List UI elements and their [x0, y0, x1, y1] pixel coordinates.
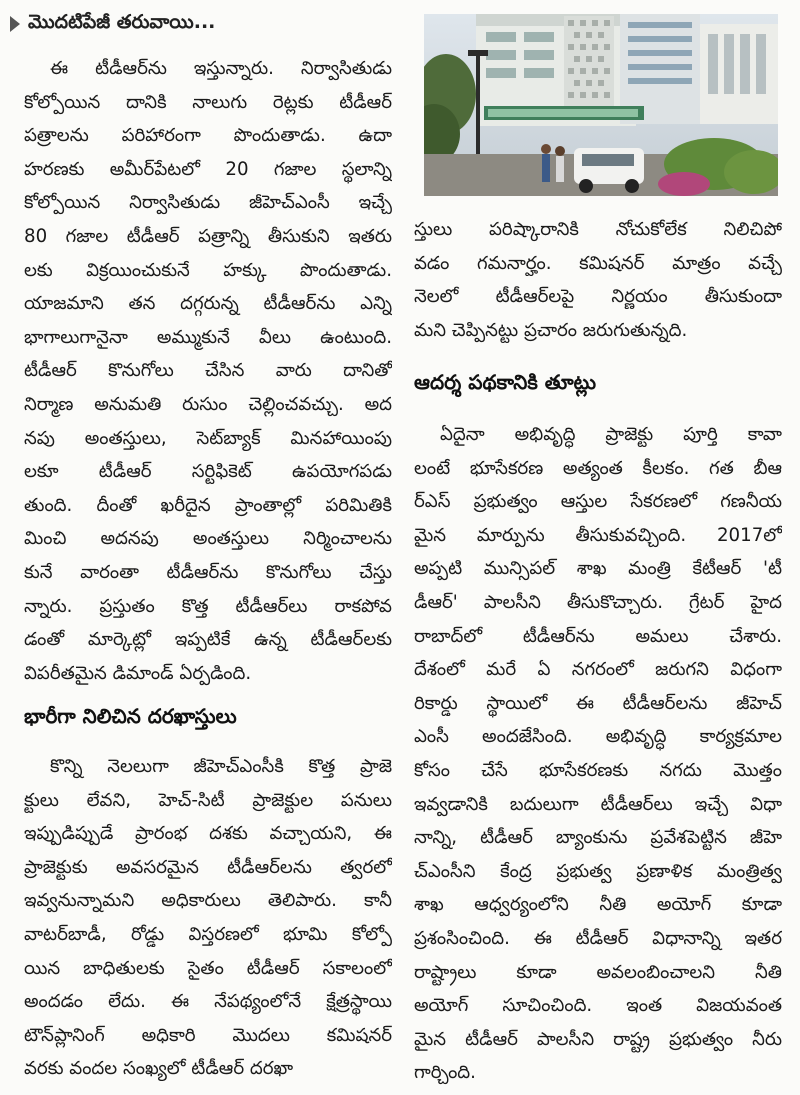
text-line: మైన మార్పును తీసుకువచ్చింది. 2017లో — [414, 524, 782, 546]
text-line: కోల్పోయిన దానికి నాలుగు రెట్లకు టీడీఆర్ — [24, 91, 392, 113]
continued-label: మొదటిపేజీ తరువాయి... — [28, 10, 216, 33]
text-line: క్టులు లేవని, హెచ్-సిటీ ప్రాజెక్టుల పనులు — [24, 789, 392, 811]
text-line: విపరీతమైన డిమాండ్ ఏర్పడింది. — [24, 662, 252, 684]
subheading-pending-applications: భారీగా నిలిచిన దరఖాస్తులు — [24, 704, 237, 728]
text-line: కోల్పోయిన నిర్వాసితుడు జీహెచ్‌ఎంసీ ఇచ్చే — [24, 192, 392, 214]
text-line: దేశంలో మరే ఏ నగరంలో జరుగని విధంగా — [414, 659, 782, 681]
text-line: నిర్మాణ అనుమతి రుసుం చెల్లించవచ్చు. అద — [24, 393, 392, 415]
text-line: హరణకు అమీర్‌పేటలో 20 గజాల స్థలాన్ని — [24, 158, 392, 180]
left-paragraph-2 — [24, 750, 392, 1086]
text-line: మించి అదనపు అంతస్తులు నిర్మించాలను — [24, 528, 392, 550]
text-line: నాన్ని, టీడీఆర్ బ్యాంకును ప్రవేశపెట్టిన జీహె — [414, 827, 782, 849]
text-line: తుంది. దీంతో ఖరీదైన ప్రాంతాల్లో పరిమితికి — [24, 494, 392, 516]
text-line: వాటర్‌బాడీ, రోడ్డు విస్తరణలో భూమి కోల్పో — [24, 923, 392, 945]
text-line: యిన బాధితులకు సైతం టీడీఆర్ సకాలంలో — [24, 957, 392, 979]
text-line: లంటే భూసేకరణ అత్యంత కీలకం. గత బీఆ — [414, 457, 782, 479]
right-paragraph-2 — [414, 418, 782, 1090]
text-line: యాజమాని తన దగ్గరున్న టీడీఆర్‌ను ఎన్ని — [24, 293, 392, 315]
text-line: నపు అంతస్తులు, సెట్‌బ్యాక్ మినహాయింపు — [24, 427, 392, 449]
text-line: అప్పటి మున్సిపల్ శాఖ మంత్రి కేటీఆర్ 'టీ — [414, 558, 782, 580]
text-line: టీడీఆర్ కొనుగోలు చేసిన వారు దానితో — [24, 360, 392, 382]
text-line: మని చెప్పినట్టు ప్రచారం జరుగుతున్నది. — [414, 319, 688, 341]
text-line: వడం గమనార్హం. కమిషనర్ మాత్రం వచ్చే — [414, 252, 782, 274]
text-line: ఏదైనా అభివృద్ధి ప్రాజెక్టు పూర్తి కావా — [440, 424, 782, 445]
ghmc-building-photo — [424, 14, 778, 196]
text-line: అందడం లేదు. ఈ నేపథ్యంలోనే క్షేత్రస్థాయి — [24, 991, 392, 1013]
text-line: ఇవ్వడానికి బదులుగా టీడీఆర్‌లు ఇచ్చే విధా — [414, 793, 782, 815]
right-paragraph-1 — [414, 213, 782, 347]
text-line: శాఖ ఆధ్వర్యంలోని నీతి అయోగ్ కూడా — [414, 894, 782, 916]
text-line: పత్రాలను పరిహారంగా పొందుతాడు. ఉదా — [24, 125, 392, 147]
text-line: రాష్ట్రాలు కూడా అవలంబించాలని నీతి — [414, 961, 782, 983]
text-line: ఈ టీడీఆర్‌ను ఇస్తున్నారు. నిర్వాసితుడు — [50, 58, 392, 79]
text-line: గార్చింది. — [414, 1062, 476, 1084]
continued-from-front-page — [10, 8, 215, 40]
text-line: లకు విక్రయించుకునే హక్కు పొందుతాడు. — [24, 259, 392, 281]
text-line: డంతో మార్కెట్లో ఇప్పటికే ఉన్న టీడీఆర్‌లకు — [24, 629, 392, 651]
text-line: ఇప్పుడిప్పుడే ప్రారంభ దశకు వచ్చాయని, ఈ — [24, 823, 392, 845]
text-line: మైన టీడీఆర్ పాలసీని రాష్ట్ర ప్రభుత్వం నీరు — [414, 1028, 782, 1050]
arrow-right-icon — [10, 16, 20, 32]
text-line: 80 గజాల టీడీఆర్ పత్రాన్ని తీసుకుని ఇతరు — [24, 225, 392, 247]
text-line: రాబాద్‌లో టీడీఆర్‌ను అమలు చేశారు. — [414, 625, 782, 647]
text-line: రికార్డు స్థాయిలో ఈ టీడీఆర్‌లను జీహెచ్ — [414, 692, 782, 714]
text-line: స్తులు పరిష్కారానికి నోచుకోలేక నిలిచిపో — [414, 219, 782, 240]
text-line: కోసం చేసే భూసేకరణకు నగదు మొత్తం — [414, 759, 782, 781]
text-line: నెలలో టీడీఆర్‌లపై నిర్ణయం తీసుకుందా — [414, 286, 782, 308]
subheading-ideal-scheme: ఆదర్శ పథకానికి తూట్లు — [414, 370, 597, 394]
text-line: ర్‌ఎస్ ప్రభుత్వం ఆస్తుల సేకరణలో గణనీయ — [414, 491, 782, 513]
text-line: అయోగ్ సూచించింది. ఇంత విజయవంత — [414, 995, 782, 1017]
text-line: ఇవ్వనున్నామని అధికారులు తెలిపారు. కానీ — [24, 890, 392, 912]
text-line: చ్‌ఎంసీని కేంద్ర ప్రభుత్వ ప్రణాళిక మంత్రిత్వ — [414, 860, 782, 882]
left-paragraph-1 — [24, 52, 392, 690]
text-line: లకూ టీడీఆర్ సర్టిఫికెట్ ఉపయోగపడు — [24, 461, 392, 483]
text-line: భాగాలుగానైనా అమ్ముకునే వీలు ఉంటుంది. — [24, 326, 392, 348]
text-line: వరకు వందల సంఖ్యలో టీడీఆర్ దరఖా — [24, 1058, 294, 1080]
text-line: డీఆర్' పాలసీని తీసుకొచ్చారు. గ్రేటర్ హైద — [414, 591, 782, 613]
text-line: న్నారు. ప్రస్తుతం కొత్త టీడీఆర్‌లు రాకపోవ — [24, 595, 392, 617]
text-line: కొన్ని నెలలుగా జీహెచ్‌ఎంసీకి కొత్త ప్రాజె — [50, 756, 392, 777]
text-line: ప్రశంసించింది. ఈ టీడీఆర్ విధానాన్ని ఇతర — [414, 927, 782, 949]
text-line: ప్రాజెక్టుకు అవసరమైన టీడీఆర్‌లను త్వరలో — [24, 856, 392, 878]
text-line: ఎంసీ అందజేసింది. అభివృద్ధి కార్యక్రమాల — [414, 726, 782, 748]
text-line: టౌన్‌ప్లానింగ్ అధికారి మొదలు కమిషనర్ — [24, 1024, 392, 1046]
text-line: కునే వారంతా టీడీఆర్‌ను కొనుగోలు చేస్తు — [24, 561, 392, 583]
